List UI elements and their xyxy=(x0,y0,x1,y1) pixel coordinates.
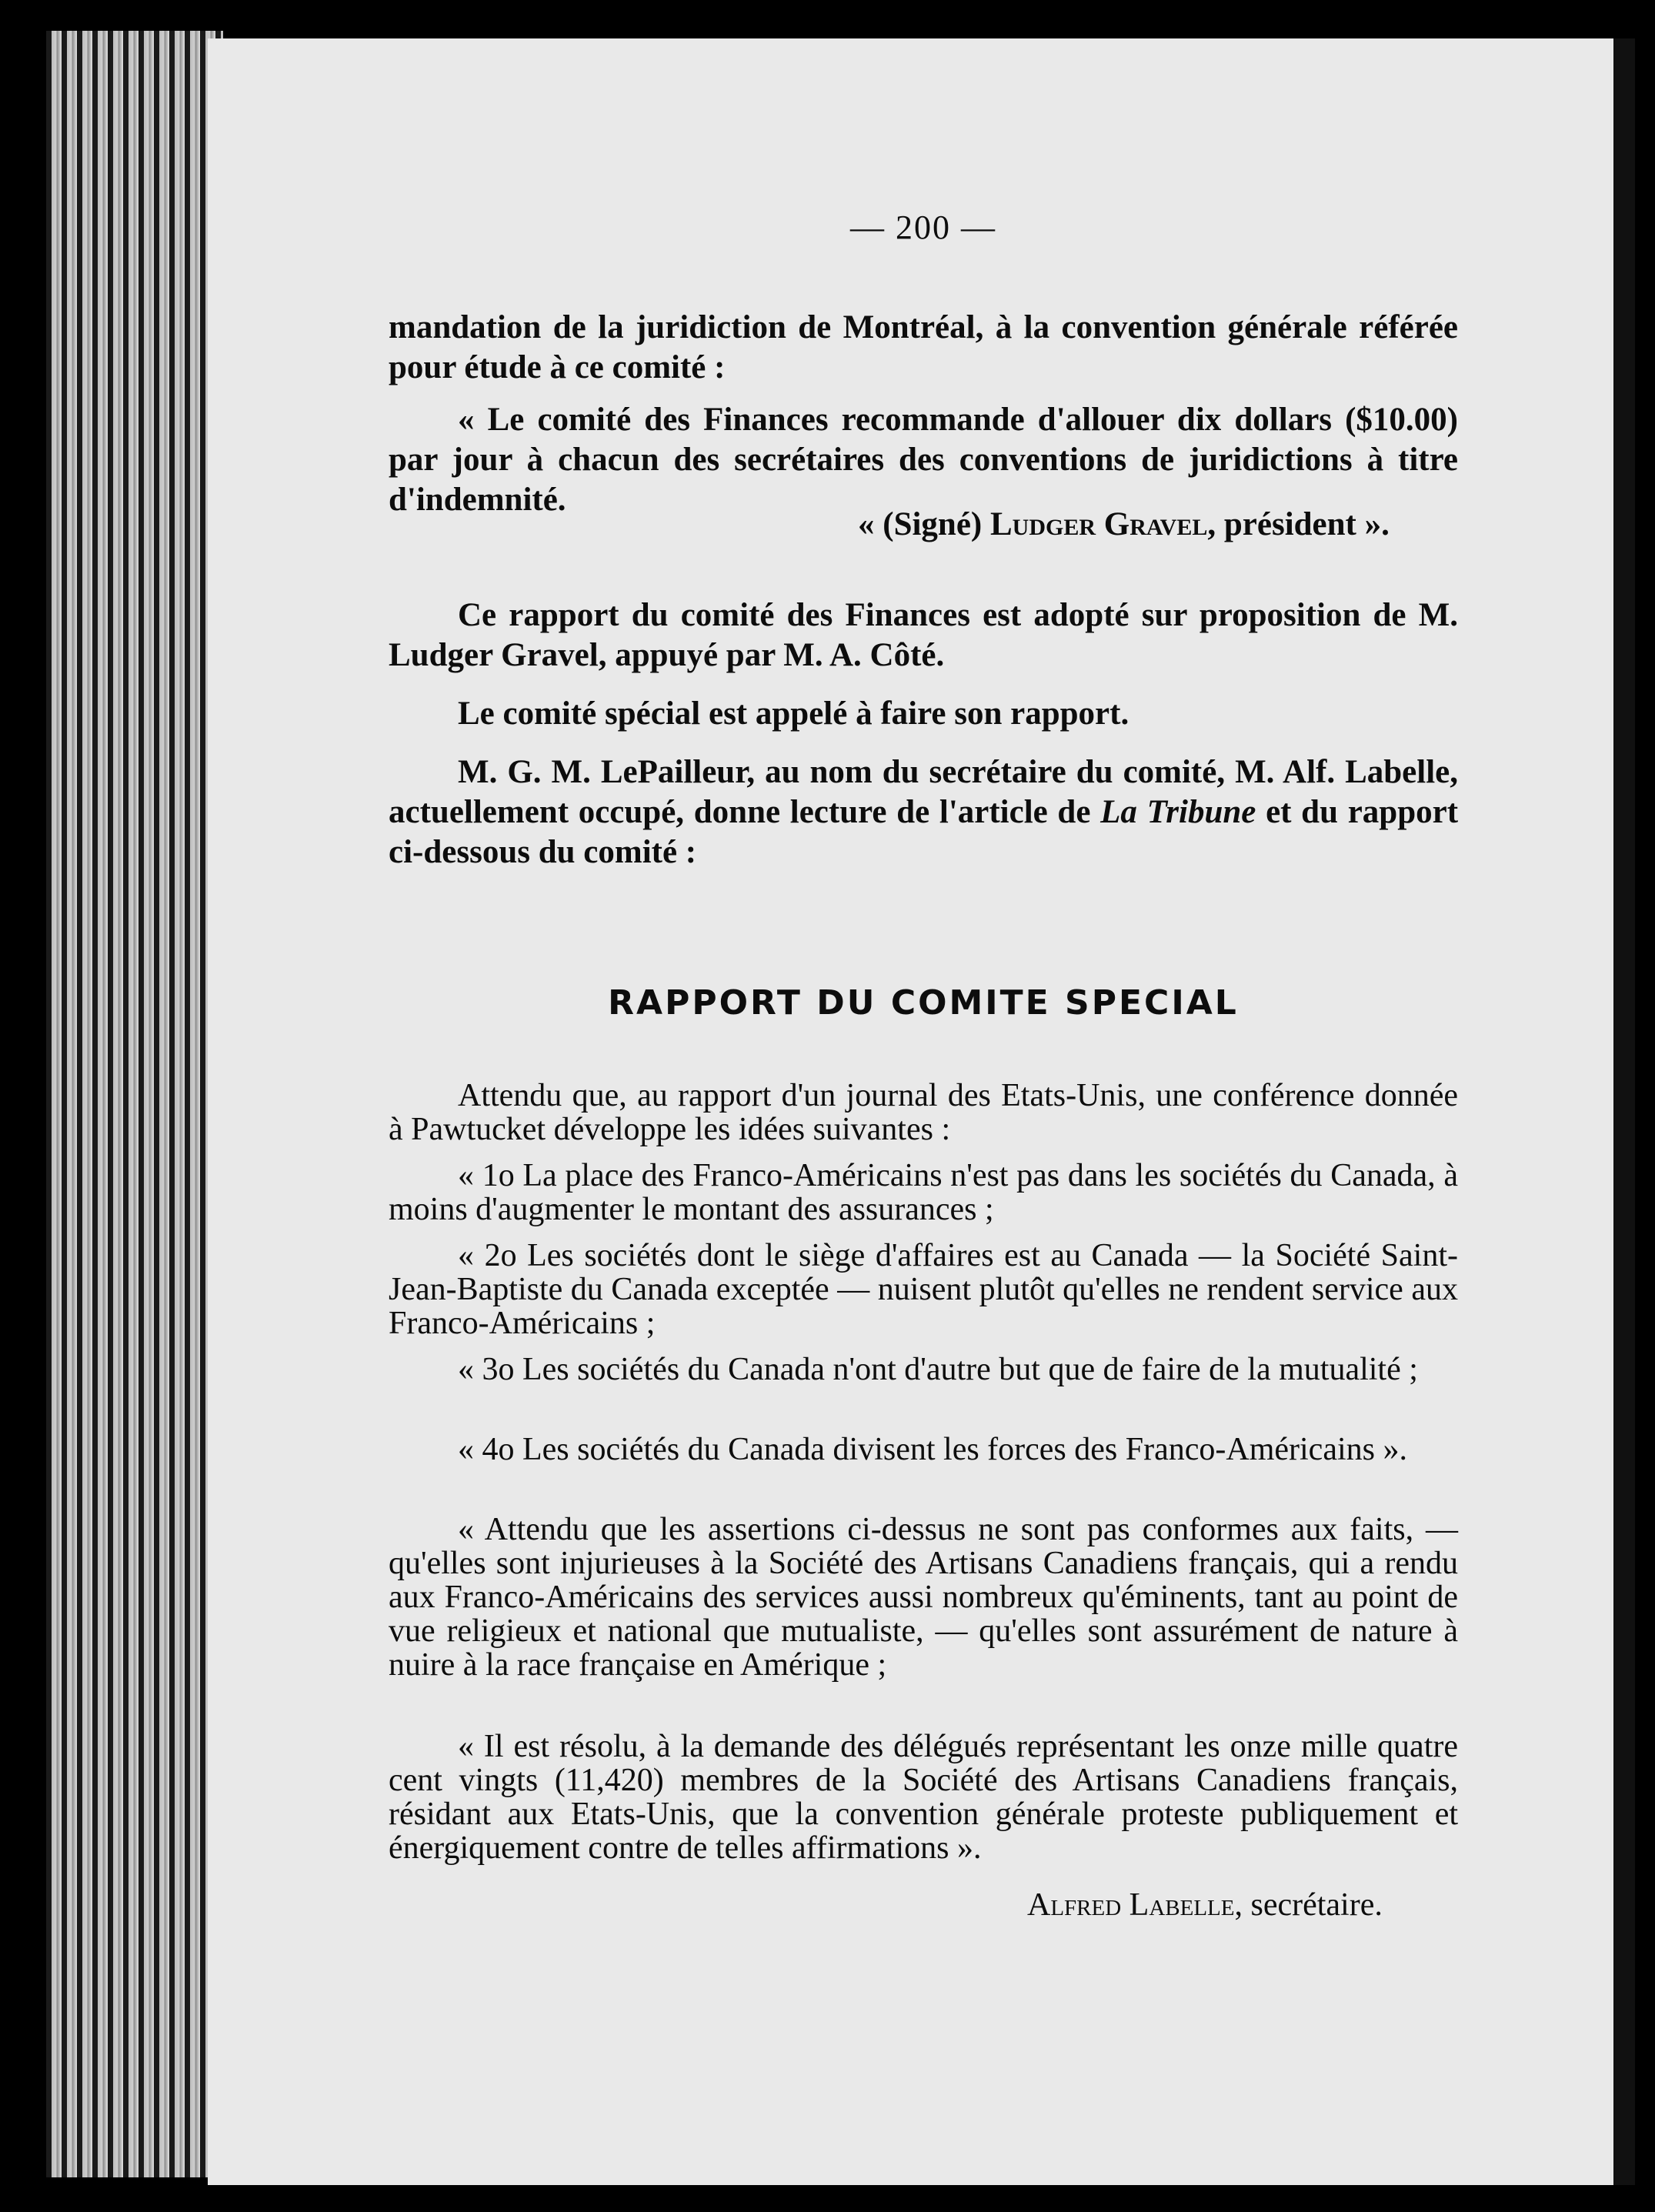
book-page-edges xyxy=(46,31,223,2177)
paragraph-attendu: Attendu que, au rapport d'un journal des Etats-Unis, une conférence donnée à Pawtucket développe les idées suivantes : xyxy=(389,1078,1458,1147)
signature-gravel xyxy=(858,505,1390,545)
signature-name: Ludger Gravel, xyxy=(990,506,1216,542)
signature-prefix: « (Signé) xyxy=(858,506,983,542)
section-heading: RAPPORT DU COMITE SPECIAL xyxy=(608,983,1239,1023)
la-tribune-title: La Tribune xyxy=(1100,794,1256,830)
paragraph-comite-special: Le comité spécial est appelé à faire son rapport. xyxy=(458,696,1129,732)
paragraph-point-2: « 2o Les sociétés dont le siège d'affaires est au Canada — la Société Saint-Jean-Baptiste du Canada exceptée — nuisent plutôt qu'elles ne rendent service aux Franco-Américains ; xyxy=(389,1238,1458,1341)
page-right-edge xyxy=(1613,38,1635,2185)
lepailleur-text: M. G. M. LePailleur, au nom du secrétaire du comité, M. Alf. Labelle, actuellement occupé, donne lecture de l'article de xyxy=(389,754,1458,830)
paragraph-point-3: « 3o Les sociétés du Canada n'ont d'autre but que de faire de la mutualité ; xyxy=(458,1352,1418,1387)
signature-title: secrétaire. xyxy=(1250,1887,1383,1923)
signature-name: Alfred Labelle, xyxy=(1027,1887,1243,1923)
signature-labelle xyxy=(1027,1885,1383,1925)
paragraph-finance-recommendation: « Le comité des Finances recommande d'allouer dix dollars ($10.00) par jour à chacun des secrétaires des conventions de juridictions à titre d'indemnité. xyxy=(389,402,1458,518)
paragraph-lepailleur xyxy=(389,752,1458,872)
paragraph-rapport-adopte: Ce rapport du comité des Finances est adopté sur proposition de M. Ludger Gravel, appuyé par M. A. Côté. xyxy=(389,597,1458,673)
page-number: — 200 — xyxy=(850,209,996,246)
paragraph-mandation: mandation de la juridiction de Montréal, à la convention générale référée pour étude à ce comité : xyxy=(389,309,1458,385)
paragraph-resolution: « Il est résolu, à la demande des délégués représentant les onze mille quatre cent vingts (11,420) membres de la Société des Artisans Canadiens français, résidant aux Etats-Unis, que la convention générale proteste publiquement et énergiquement contre de telles affirmations ». xyxy=(389,1729,1458,1866)
page xyxy=(208,38,1635,2185)
signature-title: président ». xyxy=(1223,506,1390,542)
paragraph-point-4: « 4o Les sociétés du Canada divisent les forces des Franco-Américains ». xyxy=(458,1432,1407,1467)
paragraph-point-1: « 1o La place des Franco-Américains n'est pas dans les sociétés du Canada, à moins d'augmenter le montant des assurances ; xyxy=(389,1158,1458,1227)
paragraph-attendu-assertions: « Attendu que les assertions ci-dessus ne sont pas conformes aux faits, — qu'elles sont injurieuses à la Société des Artisans Canadiens français, qui a rendu aux Franco-Américains des services aussi nombreux qu'éminents, tant au point de vue religieux et national que mutualiste, — qu'elles sont assurément de nature à nuire à la race française en Amérique ; xyxy=(389,1512,1458,1683)
lepailleur-text-end: et du rapport ci-dessous du comité : xyxy=(389,794,1459,870)
